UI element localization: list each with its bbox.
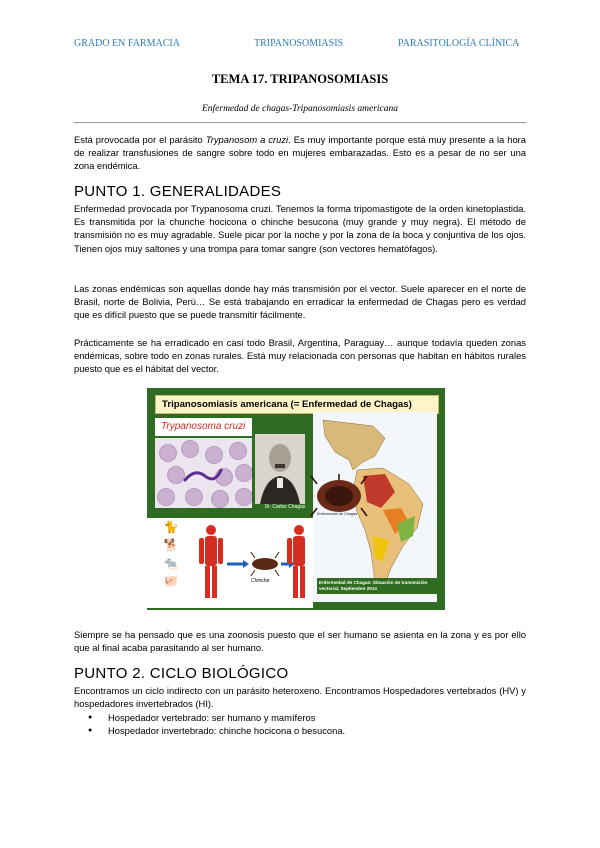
section2-heading: PUNTO 2. CICLO BIOLÓGICO (74, 665, 289, 682)
list-item: ● Hospedador vertebrado: ser humano y mamíferos (86, 711, 345, 724)
header-center: TRIPANOSOMIASIS (254, 38, 344, 49)
transmission-cycle (195, 518, 313, 608)
intro-species: Trypanosom a cruzi (205, 134, 289, 145)
cycle-diagram (195, 518, 313, 608)
section1-paragraph-2: Las zonas endémicas son aquellas donde hay más transmisión por el vector. Suele aparecer en el norte de Brasil, norte de Bolivia, Perú… Se está trabajando en erradicar la enfermedad de Chagas pero es verdad que es difícil puesto que se puede transmitir fácilmente. (74, 283, 526, 321)
list-item: ● Hospedador invertebrado: chinche hocicona o besucona. (86, 724, 345, 737)
pig-icon: 🐖 (163, 574, 179, 588)
title-divider (74, 122, 526, 123)
section1-paragraph-3: Prácticamente se ha erradicado en casi todo Brasil, Argentina, Paraguay… aunque todavía queden zonas endémicas, sobre todo en zonas rurales. Está muy relacionada con personas que habitan en hábitos rurales puesto que es el hábitat del vector. (74, 337, 526, 375)
header-left: GRADO EN FARMACIA (74, 38, 180, 49)
page-title: TEMA 17. TRIPANOSOMIASIS (211, 72, 389, 86)
cat-icon: 🐈 (163, 520, 179, 534)
intro-paragraph (74, 133, 526, 173)
section1-heading: PUNTO 1. GENERALIDADES (74, 183, 282, 200)
trypanosome-icon (155, 438, 252, 508)
vector-label: Chinche (251, 578, 270, 584)
portrait-icon (255, 434, 305, 504)
portrait-caption: Dr. Carlos Chagas (264, 504, 306, 510)
section2-paragraph-1: Encontramos un ciclo indirecto con un parásito heteroxeno. Encontramos Hospedadores vertebrados (HV) y hospedadores invertebrados (HI). (74, 685, 526, 710)
chagas-figure (147, 388, 445, 610)
page-subtitle: Enfermedad de chagas-Tripanosomiasis americana (201, 104, 399, 114)
intro-pre: Está provocada por el parásito (74, 134, 206, 145)
section1-paragraph-4: Siempre se ha pensado que es una zoonosis puesto que el ser humano se asienta en la zona y es por ello que al final acaba parasitando al ser humano. (74, 629, 526, 654)
map-legend-title: Enfermedad de Chagas (317, 512, 358, 516)
dog-icon: 🐕 (163, 538, 179, 552)
reservoir-animals (147, 518, 195, 608)
blood-smear-image (155, 438, 252, 508)
opossum-icon: 🐀 (163, 556, 179, 570)
carlos-chagas-portrait (255, 434, 305, 504)
intro-post: . Es muy importante porque está muy presente a la hora de realizar transfusiones de sangre sobre todo en mujeres embarazadas. Esto es a pesar de no ser una zona endémica. (74, 134, 526, 172)
host-list (86, 711, 345, 737)
figure-species-label: Trypanosoma cruzi (155, 418, 252, 436)
figure-title: Tripanosomiasis americana (= Enfermedad de Chagas) (155, 395, 439, 414)
header-right: PARASITOLOGÍA CLÍNICA (398, 38, 520, 49)
kissing-bug-icon (309, 474, 369, 518)
map-caption: Enfermedad de Chagas: Situación de transmisión vectorial, Septiembre 2014 (317, 578, 437, 594)
section1-paragraph-1: Enfermedad provocada por Trypanosoma cruzi. Tenemos la forma tripomastigote de la orden kinetoplastida. Es transmitida por la chunche hocicona o chinche besucona (muy grande y muy negra). El método de transmisión no es muy agradable. Suele picar por la noche y por la zona de la boca y conjuntiva de los ojos. Tienen ojos muy saltones y una trompa para tomar sangre (son vectores hematófagos). (74, 203, 526, 254)
